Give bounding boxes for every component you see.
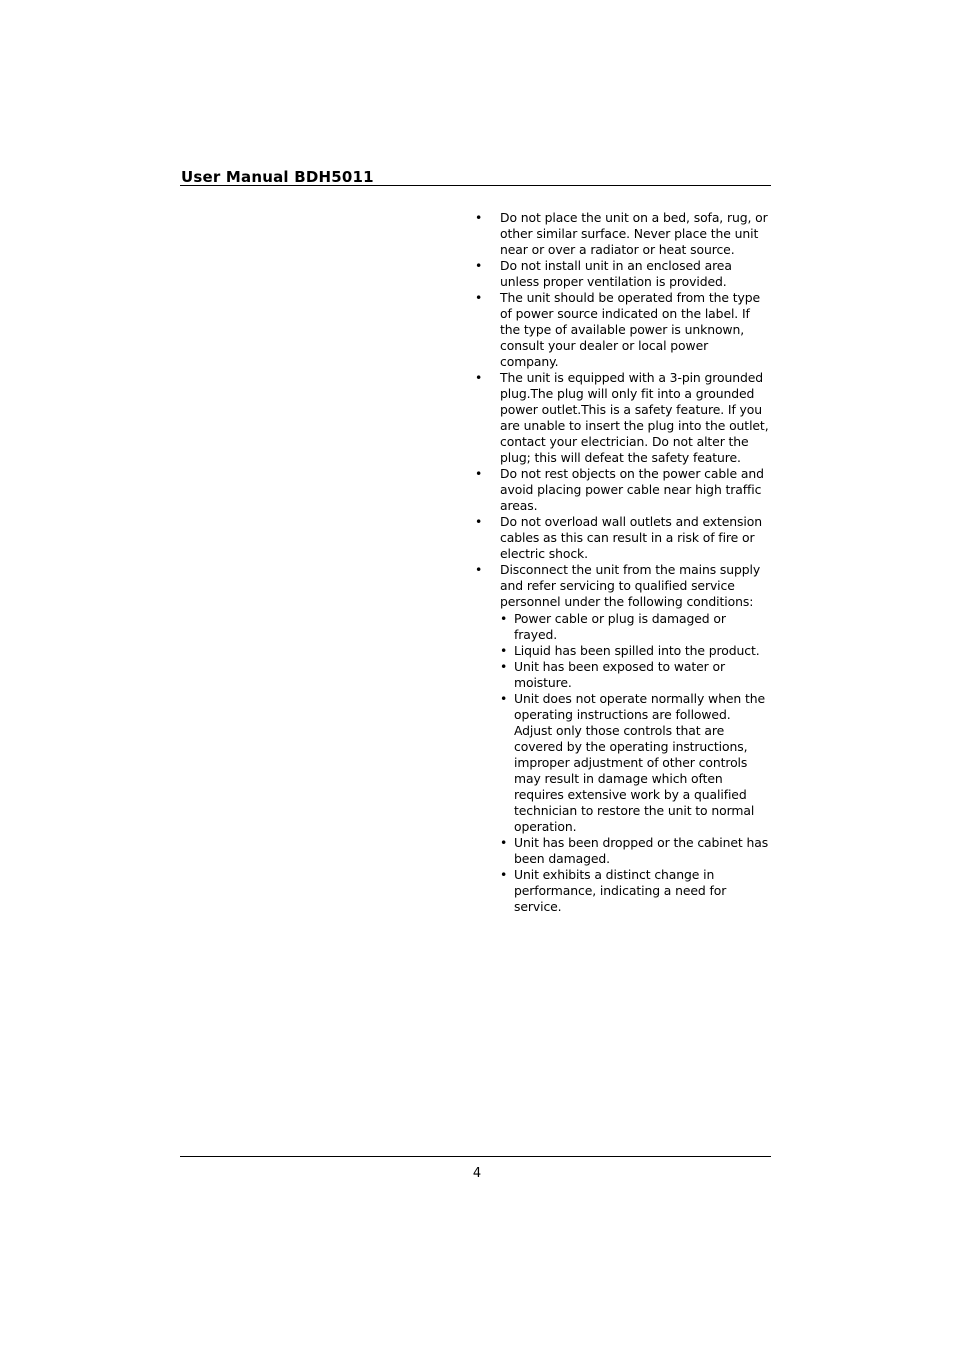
bullet-icon: •	[500, 611, 508, 626]
sub-list-item	[500, 643, 770, 659]
bullet-icon: •	[475, 466, 483, 481]
list-item	[470, 258, 770, 290]
bullet-icon: •	[475, 210, 483, 225]
list-item-text: The unit is equipped with a 3-pin grounded plug.The plug will only fit into a grounded power outlet.This is a safety feature. If you are unable to insert the plug into the outlet, contact your electrician. Do not alter the plug; this will defeat the safety feature.	[500, 370, 769, 465]
page-header-title: User Manual BDH5011	[181, 168, 374, 186]
safety-instructions	[470, 210, 770, 915]
sub-list-item	[500, 835, 770, 867]
list-item-text: Disconnect the unit from the mains supply and refer servicing to qualified service personnel under the following conditions:	[500, 562, 761, 609]
sub-list-item	[500, 867, 770, 915]
header-divider	[180, 185, 771, 186]
page-number: 4	[472, 1166, 482, 1181]
sub-list-item	[500, 611, 770, 643]
sub-list-item	[500, 659, 770, 691]
bullet-icon: •	[500, 835, 508, 850]
safety-list	[470, 210, 770, 915]
bullet-icon: •	[475, 514, 483, 529]
sub-list-item-text: Liquid has been spilled into the product.	[514, 643, 760, 658]
bullet-icon: •	[500, 659, 508, 674]
list-item-text: Do not place the unit on a bed, sofa, rug, or other similar surface. Never place the unit near or over a radiator or heat source.	[500, 210, 768, 257]
list-item-text: Do not rest objects on the power cable and avoid placing power cable near high traffic areas.	[500, 466, 764, 513]
bullet-icon: •	[500, 867, 508, 882]
sub-list-item-text: Unit has been exposed to water or moisture.	[514, 659, 725, 690]
sub-list-item-text: Unit has been dropped or the cabinet has been damaged.	[514, 835, 769, 866]
bullet-icon: •	[500, 643, 508, 658]
servicing-conditions-list	[500, 611, 770, 915]
list-item-text: The unit should be operated from the type of power source indicated on the label. If the type of available power is unknown, consult your dealer or local power company.	[500, 290, 761, 369]
sub-list-item	[500, 691, 770, 835]
bullet-icon: •	[475, 562, 483, 577]
list-item-text: Do not overload wall outlets and extension cables as this can result in a risk of fire or electric shock.	[500, 514, 762, 561]
footer-divider	[180, 1156, 771, 1157]
bullet-icon: •	[475, 290, 483, 305]
list-item	[470, 514, 770, 562]
sub-list-item-text: Unit does not operate normally when the operating instructions are followed. Adjust only those controls that are covered by the operating instructions, improper adjustment of other controls may result in damage which often requires extensive work by a qualified technician to restore the unit to normal operation.	[514, 691, 765, 834]
list-item	[470, 290, 770, 370]
list-item-text: Do not install unit in an enclosed area unless proper ventilation is provided.	[500, 258, 732, 289]
list-item	[470, 562, 770, 915]
list-item	[470, 466, 770, 514]
list-item	[470, 370, 770, 466]
list-item	[470, 210, 770, 258]
bullet-icon: •	[500, 691, 508, 706]
sub-list-item-text: Unit exhibits a distinct change in performance, indicating a need for service.	[514, 867, 727, 914]
sub-list-item-text: Power cable or plug is damaged or frayed.	[514, 611, 726, 642]
bullet-icon: •	[475, 258, 483, 273]
bullet-icon: •	[475, 370, 483, 385]
